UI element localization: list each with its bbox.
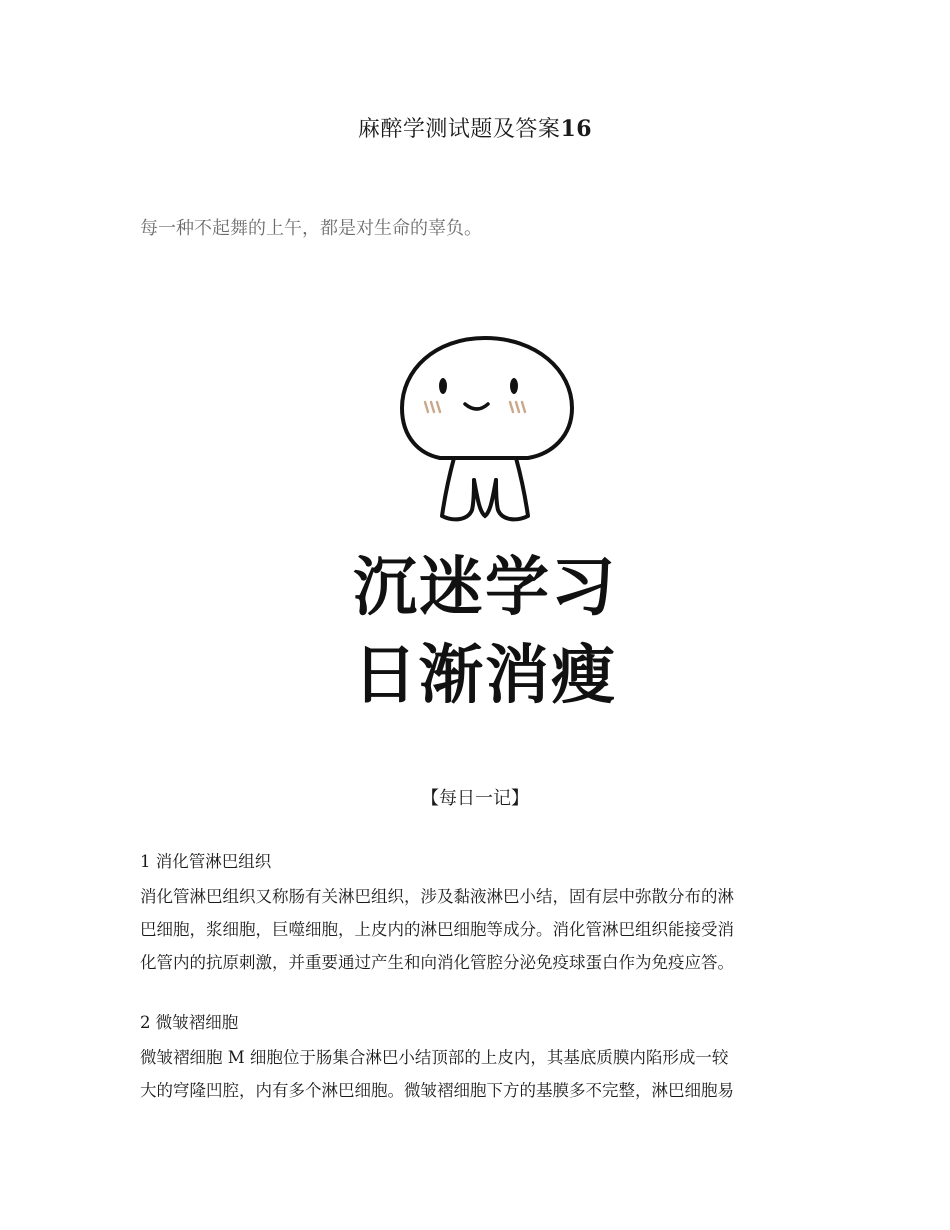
entry-line: 微皱褶细胞 M 细胞位于肠集合淋巴小结顶部的上皮内，其基底质膜内陷形成一较 (140, 1048, 729, 1067)
entry-heading: 1 消化管淋巴组织 (140, 852, 272, 871)
page-title (0, 112, 950, 143)
entry-line: 大的穹隆凹腔，内有多个淋巴细胞。微皱褶细胞下方的基膜多不完整，淋巴细胞易 (140, 1081, 734, 1100)
entry-body (140, 880, 820, 979)
section-heading: 【每日一记】 (421, 788, 529, 809)
smiling-cartoon-character-icon (340, 330, 630, 530)
entry-body (140, 1041, 820, 1107)
entry-line: 消化管淋巴组织又称肠有关淋巴组织，涉及黏液淋巴小结，固有层中弥散分布的淋 (140, 887, 734, 906)
meme-caption-line-1: 沉迷学习 (353, 551, 617, 625)
meme-caption-line-2: 日渐消瘦 (353, 639, 617, 713)
meme-image (340, 330, 630, 720)
title-text: 麻醉学测试题及答案 (357, 117, 561, 142)
entry-heading: 2 微皱褶细胞 (140, 1013, 239, 1032)
entry-block (140, 1011, 820, 1107)
entry-line: 化管内的抗原刺激，并重要通过产生和向消化管腔分泌免疫球蛋白作为免疫应答。 (140, 953, 734, 972)
entry-block (140, 850, 820, 979)
entry-line: 巴细胞，浆细胞，巨噬细胞，上皮内的淋巴细胞等成分。消化管淋巴组织能接受消 (140, 920, 734, 939)
motto-quote: 每一种不起舞的上午，都是对生命的辜负。 (140, 218, 482, 239)
title-number: 16 (560, 116, 593, 142)
